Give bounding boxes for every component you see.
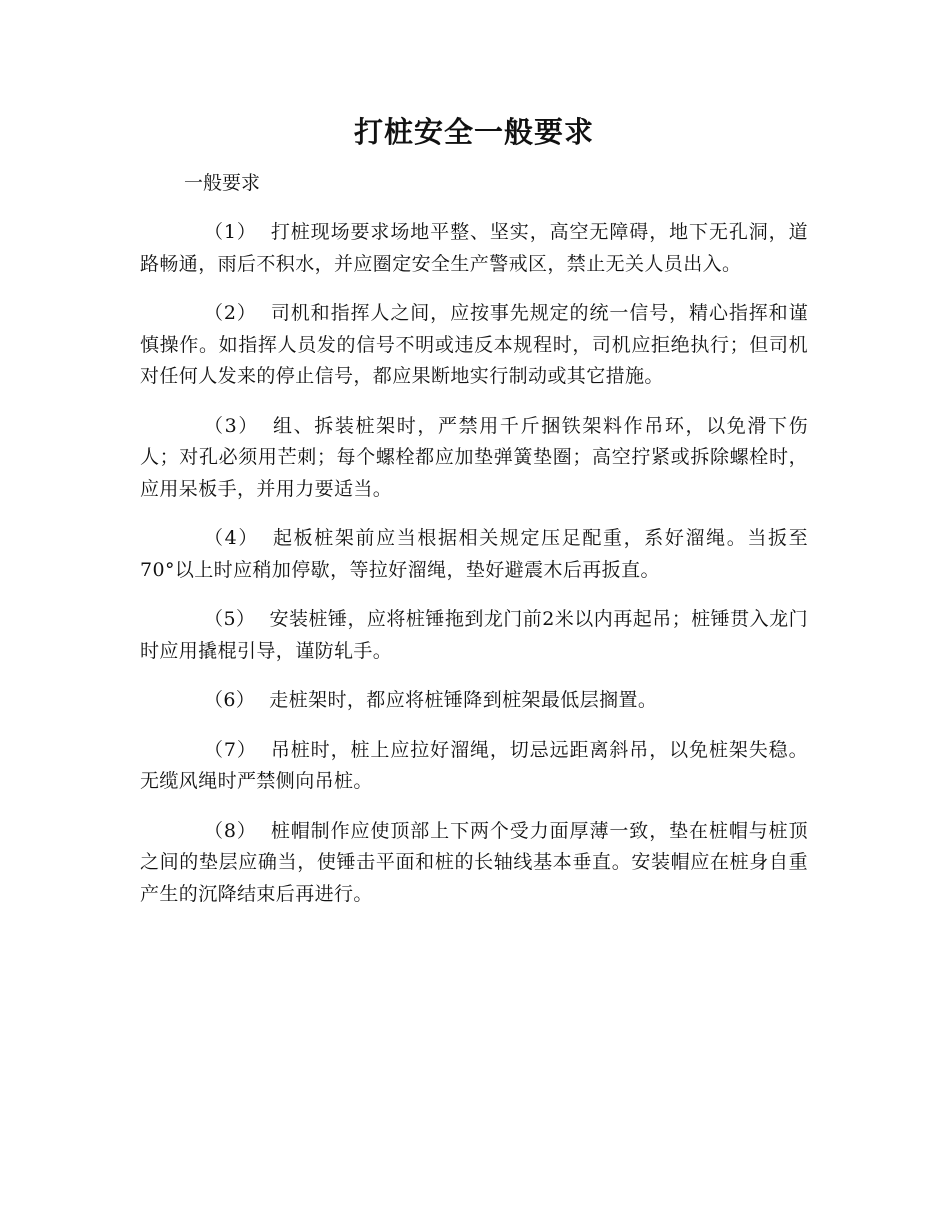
- clause-6: [140, 685, 808, 717]
- clause-number: （1）: [204, 221, 257, 243]
- clause-text: 安装桩锤，应将桩锤拖到龙门前2米以内再起吊；桩锤贯入龙门时应用撬棍引导，谨防轧手。: [140, 608, 808, 662]
- clause-text: 司机和指挥人之间，应按事先规定的统一信号，精心指挥和谨慎操作。如指挥人员发的信号不明或违反本规程时，司机应拒绝执行；但司机对任何人发来的停止信号，都应果断地实行制动或其它措施。: [140, 302, 808, 387]
- clause-5: [140, 604, 808, 667]
- clause-3: [140, 411, 808, 506]
- clause-number: （3）: [204, 414, 259, 437]
- clause-7: [140, 735, 808, 798]
- clause-text: 桩帽制作应使顶部上下两个受力面厚薄一致，垫在桩帽与桩顶之间的垫层应确当，使锤击平面和桩的长轴线基本垂直。安装帽应在桩身自重产生的沉降结束后再进行。: [140, 819, 808, 905]
- clause-number: （6）: [204, 689, 256, 711]
- clause-2: [140, 298, 808, 393]
- document-page: [140, 112, 808, 928]
- clause-number: （5）: [204, 608, 256, 630]
- clause-8: [140, 816, 808, 911]
- clause-number: （4）: [204, 527, 259, 549]
- clause-list: [140, 217, 808, 910]
- clause-text: 组、拆装桩架时，严禁用千斤捆铁架料作吊环，以免滑下伤人；对孔必须用芒刺；每个螺栓都应加垫弹簧垫圈；高空拧紧或拆除螺栓时，应用呆板手，并用力要适当。: [140, 414, 808, 500]
- clause-text: 打桩现场要求场地平整、坚实，高空无障碍，地下无孔洞，道路畅通，雨后不积水，并应圈定安全生产警戒区，禁止无关人员出入。: [140, 221, 808, 275]
- document-title: 打桩安全一般要求: [353, 115, 594, 149]
- clause-text: 走桩架时，都应将桩锤降到桩架最低层搁置。: [269, 689, 658, 711]
- clause-number: （7）: [204, 738, 257, 761]
- clause-4: [140, 523, 808, 586]
- clause-number: （8）: [204, 819, 257, 842]
- clause-number: （2）: [204, 302, 257, 324]
- clause-1: [140, 217, 808, 280]
- clause-text: 起板桩架前应当根据相关规定压足配重，系好溜绳。当扳至70°以上时应稍加停歇，等拉好溜绳，垫好避震木后再扳直。: [140, 527, 808, 581]
- section-heading: 一般要求: [184, 172, 261, 194]
- clause-text: 吊桩时，桩上应拉好溜绳，切忌远距离斜吊，以免桩架失稳。无缆风绳时严禁侧向吊桩。: [140, 738, 808, 792]
